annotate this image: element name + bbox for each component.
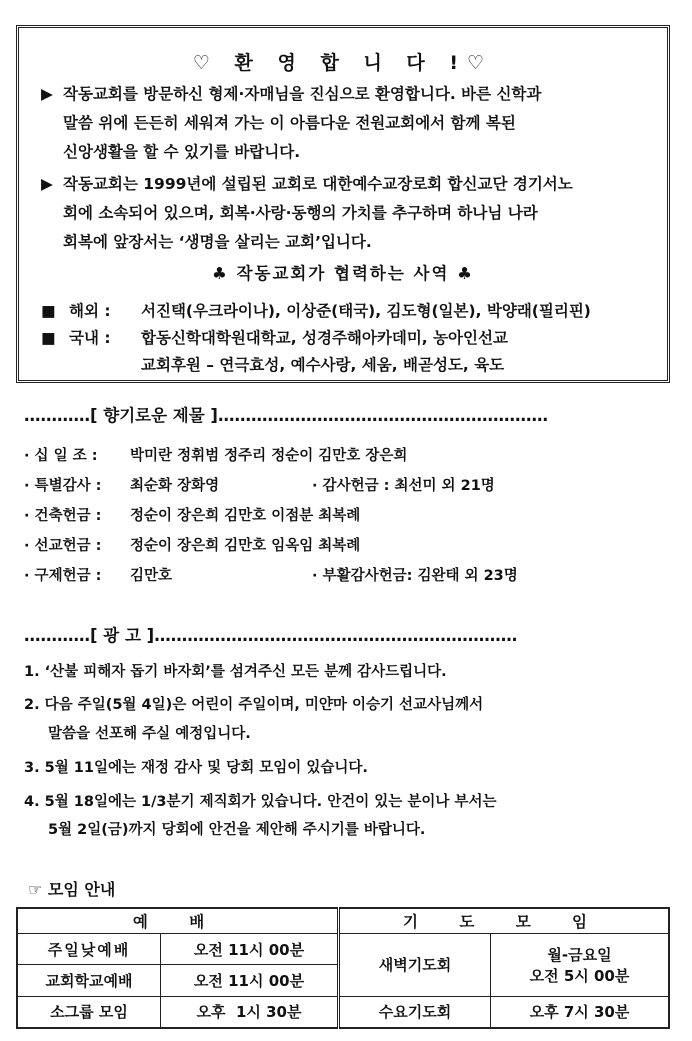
worship-name: 주일낮예배 xyxy=(17,934,161,965)
arrow-bullet-icon: ▶ xyxy=(41,85,53,103)
worship-header: 예 배 xyxy=(17,908,339,934)
offering-value: 정순이 장은희 김만호 임옥임 최복례 xyxy=(130,538,361,554)
welcome-box xyxy=(16,25,670,383)
ministry-value: 서진택(우크라이나), 이상준(태국), 김도형(일본), 박양래(필리핀) xyxy=(141,302,591,320)
notice-item: 4. 5월 18일에는 1/3분기 제직회가 있습니다. 안건이 있는 분이나 부서는 xyxy=(24,794,497,810)
notice-item-continued: 말씀을 선포해 주실 예정입니다. xyxy=(48,726,251,742)
paragraph-line: 회에 소속되어 있으며, 회복·사랑·동행의 가치를 추구하며 하나님 나라 xyxy=(63,204,538,222)
worship-name: 소그룹 모임 xyxy=(17,996,161,1028)
notice-item: 3. 5월 11일에는 재정 감사 및 당회 모임이 있습니다. xyxy=(24,760,368,776)
prayer-time xyxy=(491,934,670,997)
ministry-label: 해외 : xyxy=(69,302,111,320)
prayer-name: 새벽기도회 xyxy=(339,934,491,997)
offering-extra: · 부활감사헌금: 김완태 외 23명 xyxy=(312,568,518,584)
offering-value: 정순이 장은희 김만호 이점분 최복례 xyxy=(130,508,361,524)
ministry-domestic xyxy=(41,326,508,348)
worship-time: 오후 1시 30분 xyxy=(161,996,339,1028)
ministry-domestic-continued: 교회후원 – 연극효성, 예수사랑, 세움, 배곧성도, 육도 xyxy=(141,356,505,374)
prayer-header: 기 도 모 임 xyxy=(339,908,670,934)
paragraph-line: 작동교회를 방문하신 형제·자매님을 진심으로 환영합니다. 바른 신학과 xyxy=(63,85,542,103)
prayer-time-line: 오전 5시 00분 xyxy=(529,966,630,985)
paragraph-line: 신앙생활을 할 수 있기를 바랍니다. xyxy=(63,143,301,161)
offering-key: · 선교헌금 : xyxy=(24,538,102,554)
offerings-heading: …………[ 향기로운 제물 ]…………………………………………………… xyxy=(24,406,548,425)
ministry-title: ♣ 작동교회가 협력하는 사역 ♣ xyxy=(212,264,474,283)
offering-value: 박미란 정휘범 정주리 정순이 김만호 장은희 xyxy=(130,448,408,464)
offering-row xyxy=(24,564,644,585)
paragraph-line: 회복에 앞장서는 ‘생명을 살리는 교회’입니다. xyxy=(63,233,372,251)
paragraph-line: 작동교회는 1999년에 설립된 교회로 대한예수교장로회 합신교단 경기서노 xyxy=(63,175,573,193)
ministry-value: 합동신학대학원대학교, 성경주해아카데미, 농아인선교 xyxy=(141,329,508,347)
notice-item: 1. ‘산불 피해자 돕기 바자회’를 섬겨주신 모든 분께 감사드립니다. xyxy=(24,664,447,680)
notice-item-continued: 5월 2일(금)까지 당회에 안건을 제안해 주시기를 바랍니다. xyxy=(48,822,426,838)
offering-extra: · 감사헌금 : 최선미 외 21명 xyxy=(312,478,495,494)
offering-key: · 십 일 조 : xyxy=(24,448,98,464)
notice-item: 2. 다음 주일(5월 4일)은 어린이 주일이며, 미얀마 이승기 선교사님께서 xyxy=(24,697,484,713)
ministry-overseas xyxy=(41,299,591,321)
ministry-label: 국내 : xyxy=(69,329,111,347)
notices-heading: …………[ 광 고 ]………………………………………………………… xyxy=(24,626,518,645)
welcome-title: ♡ 환 영 합 니 다 !♡ xyxy=(192,52,494,74)
offering-row xyxy=(24,474,624,495)
offering-row xyxy=(24,534,360,555)
welcome-paragraph-1 xyxy=(41,80,657,167)
arrow-bullet-icon: ▶ xyxy=(41,175,53,193)
meetings-table xyxy=(16,907,670,1029)
worship-time: 오전 11시 00분 xyxy=(161,934,339,965)
offering-value: 최순화 장화영 xyxy=(130,478,220,494)
square-bullet-icon: ■ xyxy=(41,329,56,347)
meetings-title: ☞ 모임 안내 xyxy=(28,880,116,899)
prayer-time-line: 월-금요일 xyxy=(547,945,612,964)
offering-key: · 특별감사 : xyxy=(24,478,102,494)
square-bullet-icon: ■ xyxy=(41,302,56,320)
paragraph-line: 말씀 위에 든든히 세워져 가는 이 아름다운 전원교회에서 함께 복된 xyxy=(63,114,516,132)
offering-key: · 구제헌금 : xyxy=(24,568,102,584)
offering-value: 김만호 xyxy=(130,568,173,584)
worship-name: 교회학교예배 xyxy=(17,965,161,996)
worship-time: 오전 11시 00분 xyxy=(161,965,339,996)
prayer-time: 오후 7시 30분 xyxy=(491,996,670,1028)
offering-row xyxy=(24,504,360,525)
welcome-paragraph-2 xyxy=(41,170,657,257)
offering-row xyxy=(24,444,407,465)
offering-key: · 건축헌금 : xyxy=(24,508,102,524)
prayer-name: 수요기도회 xyxy=(339,996,491,1028)
